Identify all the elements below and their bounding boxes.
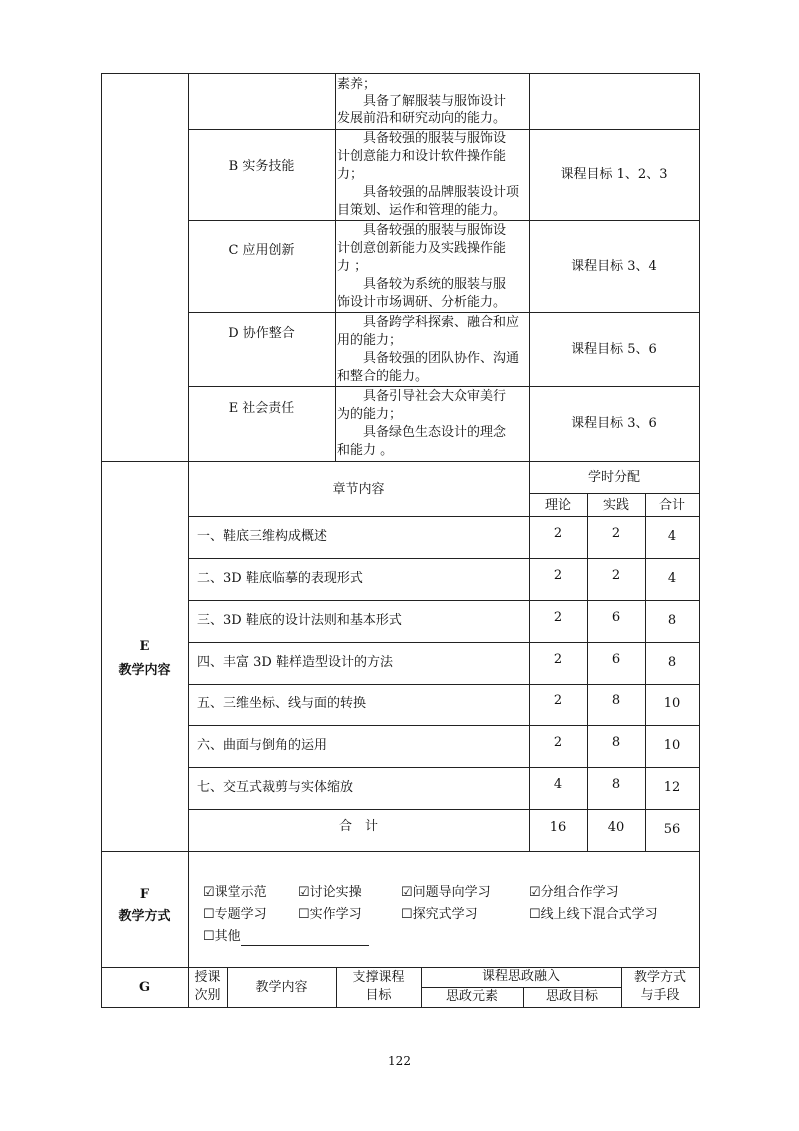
method-option[interactable] <box>529 906 658 924</box>
chapter-theory: 2 <box>553 735 563 750</box>
sum-practice: 40 <box>607 820 625 835</box>
section-e-code: E <box>139 639 150 654</box>
ability-desc-line: 和能力 。 <box>337 443 394 458</box>
method-header-line1: 教学方式 <box>633 970 686 985</box>
chapter-theory: 2 <box>553 610 563 625</box>
method-label: 其他 <box>214 929 241 944</box>
chapter-practice: 2 <box>611 526 621 541</box>
ability-target: 课程目标 1、2、3 <box>560 167 668 182</box>
method-option[interactable] <box>401 884 491 902</box>
section-f-code: F <box>139 887 150 902</box>
checkbox-empty-icon[interactable]: ☐ <box>298 907 310 922</box>
method-option[interactable] <box>203 906 267 924</box>
method-label: 分组合作学习 <box>540 885 619 900</box>
other-input-line[interactable] <box>241 933 369 946</box>
ability-desc-line: 具备引导社会大众审美行 <box>337 389 507 404</box>
ability-desc-line: 具备较强的服装与服饰设 <box>337 223 507 238</box>
chapter-total: 8 <box>667 655 677 670</box>
ability-target: 课程目标 5、6 <box>571 342 657 357</box>
chapter-title: 三、3D 鞋底的设计法则和基本形式 <box>197 613 402 628</box>
ability-desc-line: 素养； <box>337 77 377 92</box>
chapter-title: 四、丰富 3D 鞋样造型设计的方法 <box>197 655 393 670</box>
ability-desc-line: 为的能力； <box>337 407 403 422</box>
section-g-code: G <box>138 980 151 995</box>
session-header-line1: 授课 <box>194 970 221 985</box>
sum-total: 56 <box>663 822 681 837</box>
ability-target: 课程目标 3、6 <box>571 416 657 431</box>
chapter-theory: 2 <box>553 526 563 541</box>
ability-desc-line: 用的能力； <box>337 333 403 348</box>
ideology-goal-header: 思政目标 <box>545 989 598 1004</box>
ability-desc-line: 具备跨学科探索、融合和应 <box>337 315 520 330</box>
ability-desc-line: 具备较强的品牌服装设计项 <box>337 185 520 200</box>
chapter-header: 章节内容 <box>332 482 385 497</box>
sum-label: 合 计 <box>338 819 378 834</box>
chapter-total: 4 <box>667 529 677 544</box>
method-option[interactable] <box>529 884 619 902</box>
method-label: 讨论实操 <box>309 885 362 900</box>
ability-target: 课程目标 3、4 <box>571 259 657 274</box>
chapter-practice: 2 <box>611 568 621 583</box>
ability-desc-line: 发展前沿和研究动向的能力。 <box>337 111 507 126</box>
hours-header: 学时分配 <box>587 470 640 485</box>
checkbox-checked-icon[interactable]: ☑ <box>401 885 413 900</box>
method-label: 实作学习 <box>309 907 362 922</box>
col-practice-header: 实践 <box>602 498 629 513</box>
ability-desc-line: 具备了解服装与服饰设计 <box>337 94 507 109</box>
chapter-title: 七、交互式裁剪与实体缩放 <box>197 780 354 795</box>
ability-desc-line: 计创意能力和设计软件操作能 <box>337 149 507 164</box>
chapter-practice: 8 <box>611 735 621 750</box>
method-option[interactable] <box>298 906 362 924</box>
session-header-line2: 次别 <box>194 988 221 1003</box>
col-total-header: 合计 <box>658 498 685 513</box>
method-label: 专题学习 <box>214 907 267 922</box>
ability-desc-line: 力； <box>337 167 364 182</box>
col-theory-header: 理论 <box>544 498 571 513</box>
method-option[interactable] <box>401 906 478 924</box>
section-e-title: 教学内容 <box>118 663 171 678</box>
checkbox-checked-icon[interactable]: ☑ <box>298 885 310 900</box>
method-option[interactable] <box>203 884 267 902</box>
ability-desc-line: 力 ； <box>337 259 368 274</box>
chapter-theory: 2 <box>553 568 563 583</box>
method-label: 问题导向学习 <box>412 885 491 900</box>
chapter-title: 六、曲面与倒角的运用 <box>197 738 328 753</box>
checkbox-empty-icon[interactable]: ☐ <box>203 907 215 922</box>
chapter-total: 4 <box>667 571 677 586</box>
chapter-theory: 2 <box>553 693 563 708</box>
chapter-total: 10 <box>663 696 681 711</box>
chapter-total: 8 <box>667 613 677 628</box>
ability-desc-line: 具备绿色生态设计的理念 <box>337 425 507 440</box>
chapter-title: 二、3D 鞋底临摹的表现形式 <box>197 571 363 586</box>
chapter-theory: 2 <box>553 652 563 667</box>
method-header-line2: 与手段 <box>640 988 680 1003</box>
ability-desc-line: 和整合的能力。 <box>337 369 429 384</box>
ability-desc-line: 具备较强的团队协作、沟通 <box>337 351 520 366</box>
ability-code: D 协作整合 <box>228 326 295 341</box>
ideology-element-header: 思政元素 <box>445 989 498 1004</box>
checkbox-empty-icon[interactable]: ☐ <box>203 929 215 944</box>
checkbox-checked-icon[interactable]: ☑ <box>203 885 215 900</box>
method-option-other[interactable] <box>203 928 369 946</box>
chapter-theory: 4 <box>553 777 563 792</box>
ability-desc-line: 计创意创新能力及实践操作能 <box>337 241 507 256</box>
support-header-line2: 目标 <box>365 988 392 1003</box>
checkbox-empty-icon[interactable]: ☐ <box>401 907 413 922</box>
ideology-header: 课程思政融入 <box>481 969 560 984</box>
ability-desc-line: 目策划、运作和管理的能力。 <box>337 203 507 218</box>
page-number: 122 <box>388 1054 411 1068</box>
method-label: 探究式学习 <box>412 907 478 922</box>
sum-theory: 16 <box>549 820 567 835</box>
chapter-total: 12 <box>663 780 681 795</box>
support-header-line1: 支撑课程 <box>352 970 405 985</box>
chapter-total: 10 <box>663 738 681 753</box>
method-label: 线上线下混合式学习 <box>540 907 658 922</box>
chapter-practice: 6 <box>611 610 621 625</box>
chapter-practice: 8 <box>611 693 621 708</box>
ability-code: C 应用创新 <box>228 243 295 258</box>
ability-code: B 实务技能 <box>228 159 295 174</box>
chapter-practice: 8 <box>611 777 621 792</box>
section-f-title: 教学方式 <box>118 909 171 924</box>
chapter-title: 一、鞋底三维构成概述 <box>197 529 328 544</box>
ability-code: E 社会责任 <box>228 401 295 416</box>
ability-desc-line: 饰设计市场调研、分析能力。 <box>337 295 507 310</box>
chapter-practice: 6 <box>611 652 621 667</box>
method-label: 课堂示范 <box>214 885 267 900</box>
content-header: 教学内容 <box>255 980 308 995</box>
checkbox-checked-icon[interactable]: ☑ <box>529 885 541 900</box>
method-option[interactable] <box>298 884 362 902</box>
ability-desc-line: 具备较为系统的服装与服 <box>337 277 507 292</box>
checkbox-empty-icon[interactable]: ☐ <box>529 907 541 922</box>
ability-desc-line: 具备较强的服装与服饰设 <box>337 131 507 146</box>
chapter-title: 五、三维坐标、线与面的转换 <box>197 696 367 711</box>
